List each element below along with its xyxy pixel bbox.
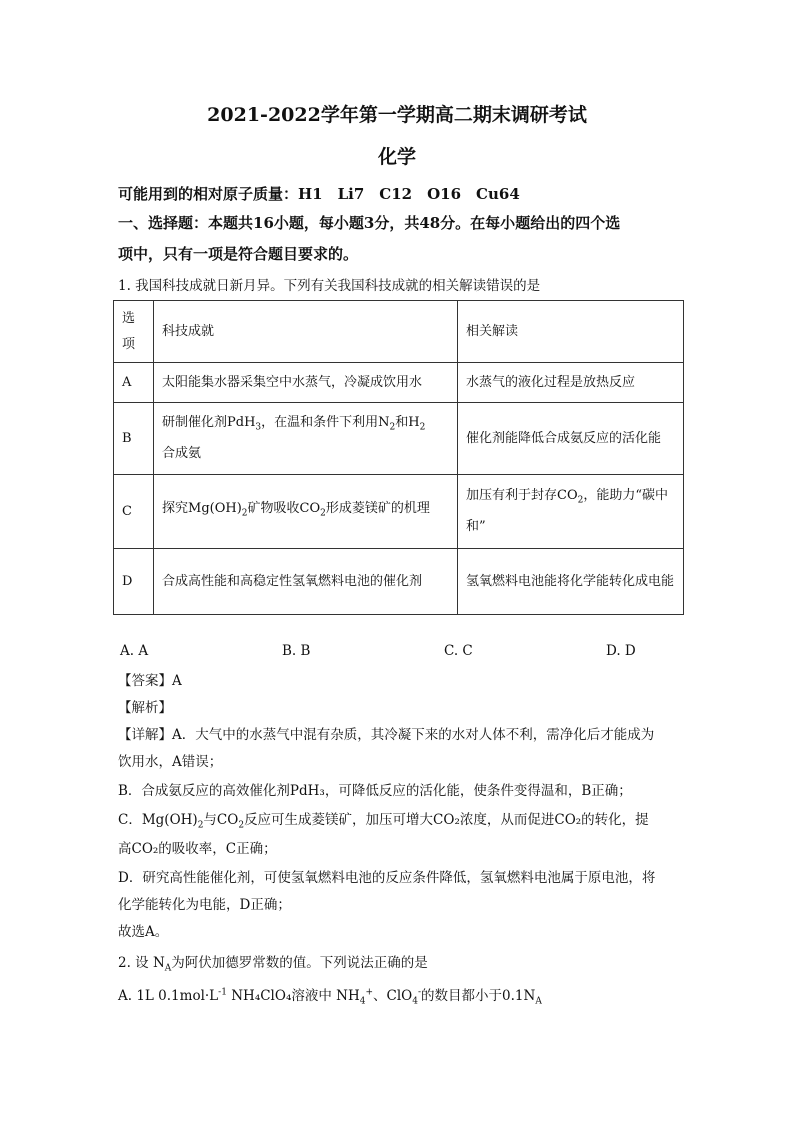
q1-stem: 1. 我国科技成就日新月异。下列有关我国科技成就的相关解读错误的是 — [118, 278, 541, 294]
row-achievement: 探究$Mg(OH)_2$矿物吸收$CO_2$形成菱镁矿的机理 — [154, 475, 458, 549]
row-interpretation: 水蒸气的液化过程是放热反应 — [458, 363, 684, 403]
q1-option-c: C. C — [444, 643, 473, 659]
exam-title: 2021-2022学年第一学期高二期末调研考试 — [207, 104, 587, 126]
row-option: B — [114, 403, 154, 475]
subject-title: 化学 — [377, 146, 416, 168]
q1-detail-line: 高CO₂的吸收率，C正确； — [118, 841, 277, 857]
q1-detail-line: D．研究高性能催化剂，可使氢氧燃料电池的反应条件降低，氢氧燃料电池属于原电池，将 — [118, 870, 656, 886]
q1-detail-line: 饮用水，A错误； — [118, 754, 223, 770]
q1-option-b: B. B — [282, 643, 311, 659]
table-row — [114, 403, 684, 475]
table-head-option: 选 项 — [114, 301, 154, 363]
table-head-achievement: 科技成就 — [154, 301, 458, 363]
q1-detail-line: B．合成氨反应的高效催化剂PdH₃，可降低反应的活化能，使条件变得温和，B正确； — [118, 783, 632, 799]
row-achievement: 太阳能集水器采集空中水蒸气，冷凝成饮用水 — [154, 363, 458, 403]
q1-table — [113, 300, 684, 615]
q1-detail-line: 化学能转化为电能，D正确； — [118, 897, 291, 913]
q2-stem: 2. 设 $N_A$为阿伏加德罗常数的值。下列说法正确的是 — [118, 955, 428, 974]
row-interpretation: 催化剂能降低合成氨反应的活化能 — [458, 403, 684, 475]
row-option: C — [114, 475, 154, 549]
row-option: A — [114, 363, 154, 403]
q1-answer: 【答案】A — [118, 673, 182, 689]
table-head-interpretation: 相关解读 — [458, 301, 684, 363]
atomic-masses: 可能用到的相对原子质量：H1 Li7 C12 O16 Cu64 — [118, 185, 520, 203]
q1-option-a: A. A — [120, 643, 149, 659]
q1-detail-line: 【详解】A．大气中的水蒸气中混有杂质，其冷凝下来的水对人体不利，需净化后才能成为 — [118, 727, 655, 743]
row-option: D — [114, 549, 154, 615]
q1-detail-line: C．$Mg(OH)_2$与$CO_2$反应可生成菱镁矿，加压可增大CO₂浓度，从而促进CO₂的转化，提 — [118, 812, 649, 831]
row-achievement: 研制催化剂PdH$_3$，在温和条件下利用$N_2$和$H_2$ 合成氨 — [154, 403, 458, 475]
table-row — [114, 475, 684, 549]
table-row — [114, 301, 684, 363]
row-achievement: 合成高性能和高稳定性氢氧燃料电池的催化剂 — [154, 549, 458, 615]
q1-analysis-label: 【解析】 — [118, 700, 172, 716]
table-row — [114, 549, 684, 615]
q1-detail-line: 故选A。 — [118, 924, 169, 940]
table-row — [114, 363, 684, 403]
section1-line2: 项中，只有一项是符合题目要求的。 — [118, 245, 359, 263]
row-interpretation: 氢氧燃料电池能将化学能转化成电能 — [458, 549, 684, 615]
section1-line1: 一、选择题：本题共16小题，每小题3分，共48分。在每小题给出的四个选 — [118, 214, 621, 232]
q2-option-a: A. 1L $0.1mol\cdot L^{-1}$ NH₄ClO₄溶液中 $NH_4^+$、ClO$_4$-的数目都小于$0.1N_A$ — [118, 987, 542, 1007]
row-interpretation: 加压有利于封存$CO_2$，能助力“碳中和” — [458, 475, 684, 549]
q1-option-d: D. D — [606, 643, 636, 659]
